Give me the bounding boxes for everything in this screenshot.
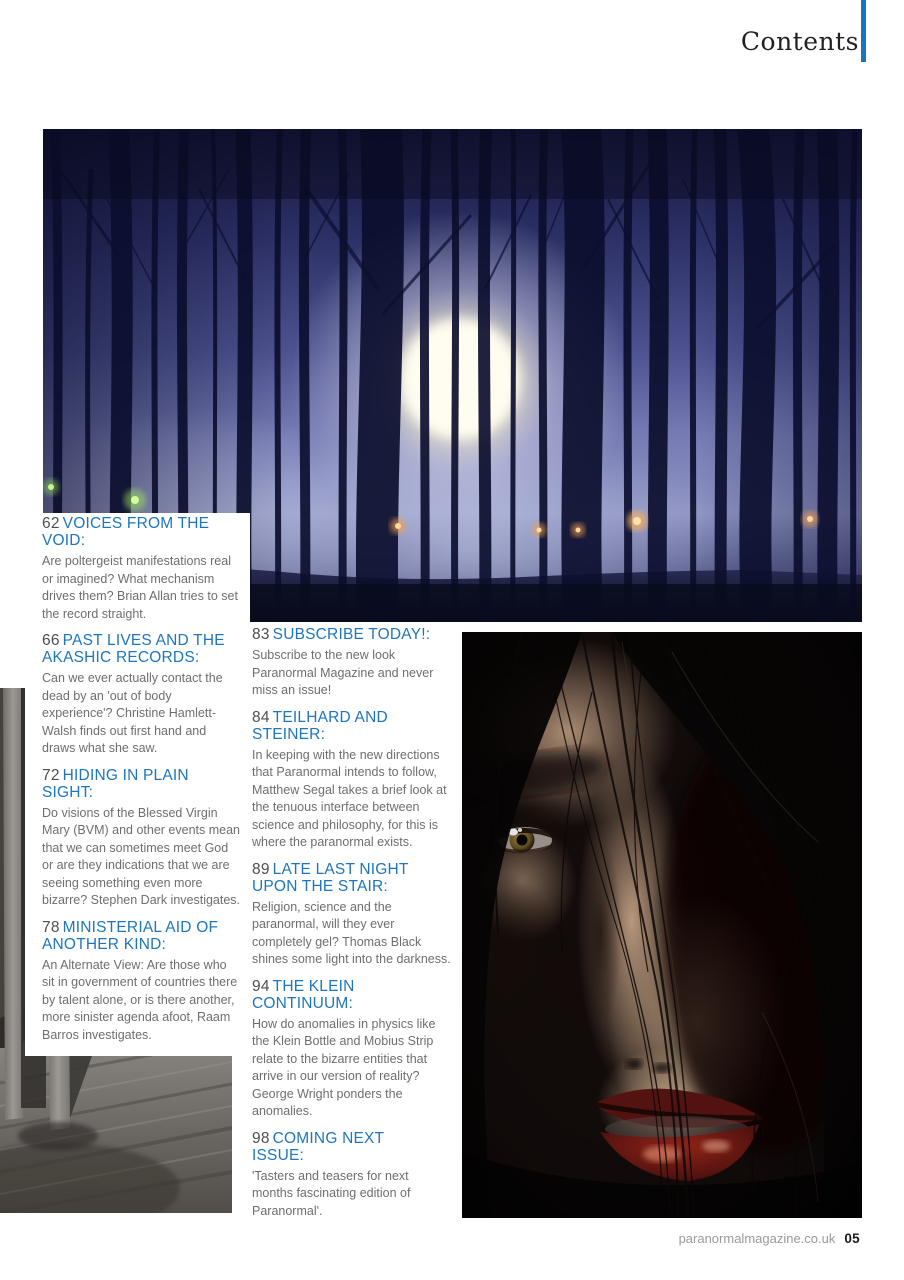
toc-entry-89 <box>252 861 454 969</box>
entry-page-number: 72 <box>42 766 60 784</box>
toc-entry-66 <box>42 632 242 758</box>
entry-description: How do anomalies in physics like the Klein Bottle and Mobius Strip relate to the bizarre entities that arrive in our version of reality? George Wright ponders the anomalies. <box>252 1016 436 1118</box>
header-accent-bar <box>861 0 866 62</box>
toc-entry-84 <box>252 709 454 852</box>
entry-title: THE KLEIN CONTINUUM: <box>252 977 355 1012</box>
entry-title: PAST LIVES AND THE AKASHIC RECORDS: <box>42 632 225 666</box>
entry-description: Religion, science and the paranormal, will they ever completely gel? Thomas Black shines some light into the darkness. <box>252 899 451 966</box>
entry-title: TEILHARD AND STEINER: <box>252 708 388 743</box>
entry-page-number: 94 <box>252 977 270 995</box>
toc-column-right <box>252 626 454 1229</box>
page-title: Contents <box>740 27 859 56</box>
entry-title: HIDING IN PLAIN SIGHT: <box>42 766 189 801</box>
entry-description: Do visions of the Blessed Virgin Mary (BVM) and other events mean that we can sometimes meet God or are they indications that we are seeing something even more bizarre? Stephen Dark investigates. <box>42 805 241 907</box>
entry-title: COMING NEXT ISSUE: <box>252 1129 384 1164</box>
entry-page-number: 66 <box>42 632 60 649</box>
face-photo <box>462 632 862 1218</box>
entry-page-number: 98 <box>252 1129 270 1147</box>
toc-entry-72 <box>42 767 242 910</box>
entry-page-number: 78 <box>42 918 60 936</box>
toc-entry-83 <box>252 626 454 700</box>
toc-entry-98 <box>252 1130 454 1221</box>
page-footer <box>679 1231 860 1246</box>
toc-column-left <box>42 515 242 1053</box>
entry-description: Are poltergeist manifestations real or imagined? What mechanism drives them? Brian Allan tries to set the record straight. <box>42 554 238 621</box>
entry-page-number: 83 <box>252 626 270 643</box>
entry-page-number: 84 <box>252 708 270 726</box>
entry-title: MINISTERIAL AID OF ANOTHER KIND: <box>42 918 219 953</box>
entry-page-number: 89 <box>252 860 270 878</box>
entry-description: Can we ever actually contact the dead by an 'out of body experience'? Christine Hamlett-Walsh finds out first hand and draws what she saw. <box>42 671 223 755</box>
entry-description: In keeping with the new directions that Paranormal intends to follow, Matthew Segal takes a brief look at the tenuous interface between science and philosophy, for this is where the paranormal exists. <box>252 747 447 849</box>
entry-title: SUBSCRIBE TODAY!: <box>272 626 431 643</box>
website-url: paranormalmagazine.co.uk <box>678 1231 836 1246</box>
toc-entry-94 <box>252 978 454 1121</box>
entry-page-number: 62 <box>42 515 60 532</box>
entry-description: 'Tasters and teasers for next months fascinating edition of Paranormal'. <box>252 1168 411 1218</box>
toc-entry-78 <box>42 919 242 1045</box>
entry-description: An Alternate View: Are those who sit in government of countries there by talent alone, or is there another, more sinister agenda afoot, Raam Barros investigates. <box>42 957 238 1042</box>
entry-description: Subscribe to the new look Paranormal Magazine and never miss an issue! <box>252 648 434 697</box>
toc-entry-62 <box>42 515 242 623</box>
entry-title: LATE LAST NIGHT UPON THE STAIR: <box>252 860 409 895</box>
page-number: 05 <box>844 1231 860 1246</box>
entry-title: VOICES FROM THE VOID: <box>42 515 210 549</box>
